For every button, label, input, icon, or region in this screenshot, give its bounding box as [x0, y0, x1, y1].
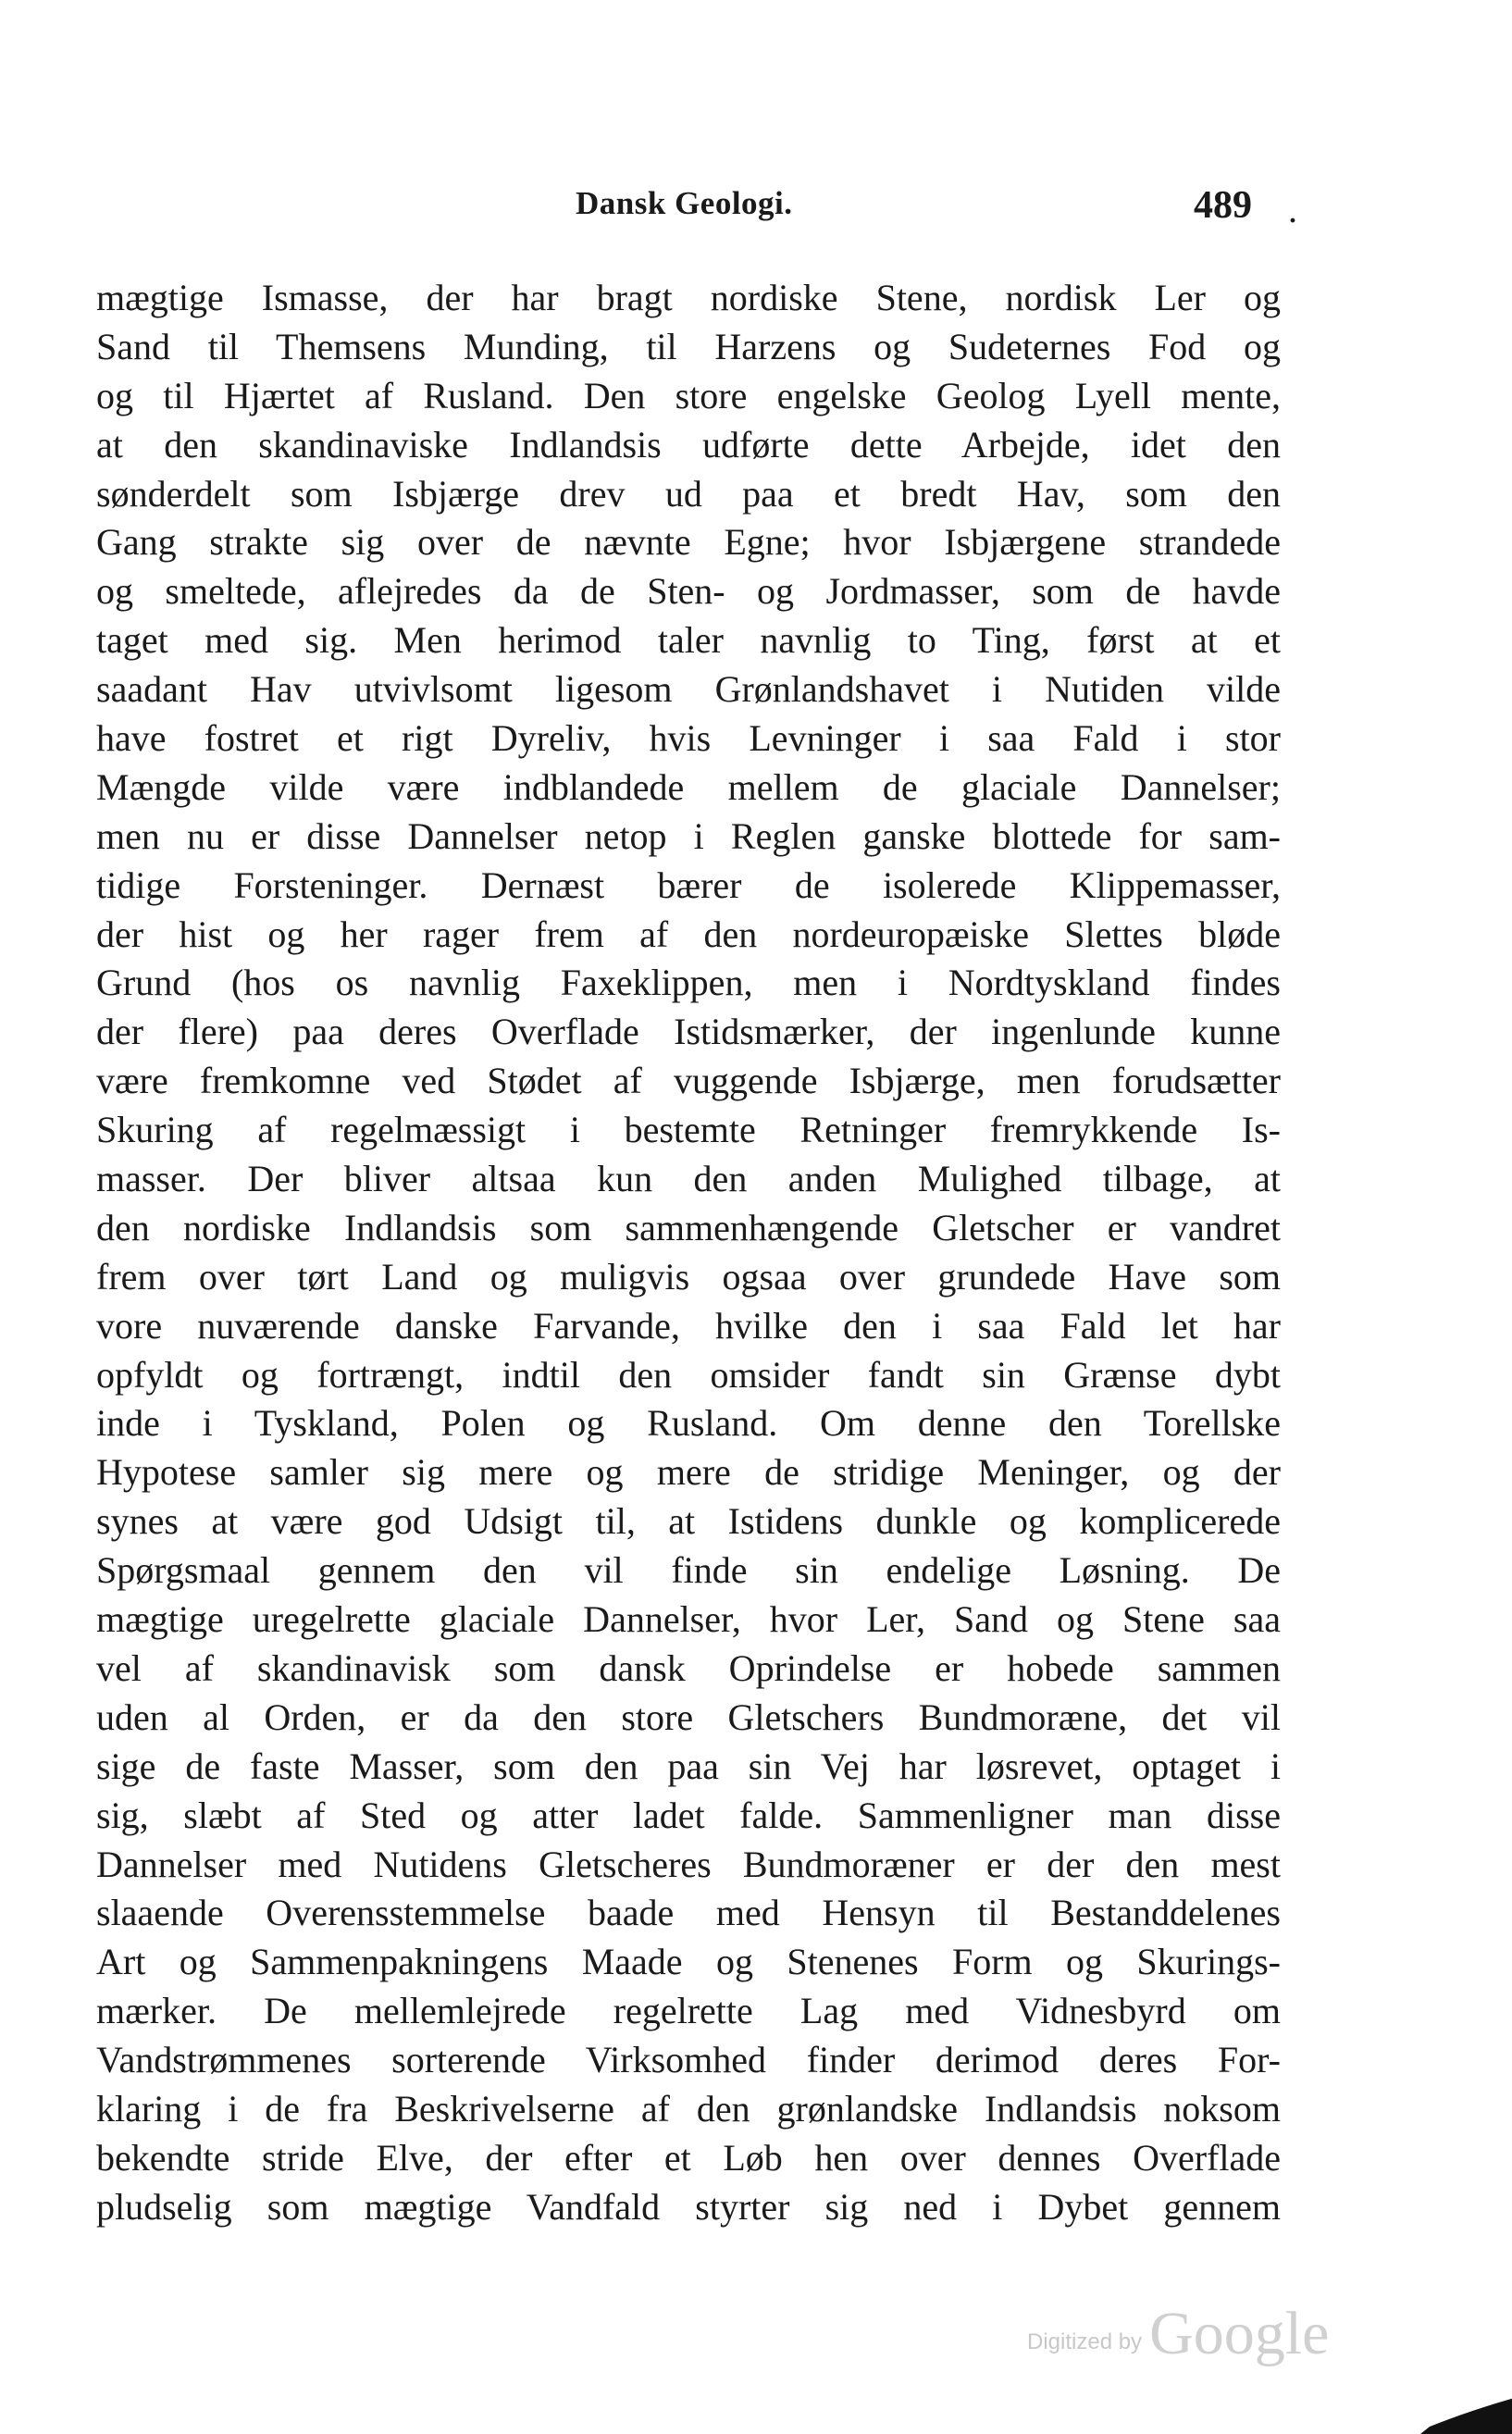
watermark-brand: Google [1149, 2300, 1330, 2367]
text-line: Gang strakte sig over de nævnte Egne; hvor Isbjærgene strandede [96, 521, 1281, 564]
text-line: Sand til Themsens Munding, til Harzens og Sudeternes Fod og [96, 325, 1281, 367]
text-line: masser. Der bliver altsaa kun den anden Mulighed tilbage, at [96, 1158, 1281, 1200]
page-number: 489 [1194, 184, 1252, 227]
text-line: Hypotese samler sig mere og mere de stridige Meninger, og der [96, 1451, 1281, 1494]
text-line: tidige Forsteninger. Dernæst bærer de isolerede Klippemasser, [96, 863, 1281, 906]
text-line: slaaende Overensstemmelse baade med Hensyn til Bestanddelenes [96, 1892, 1281, 1934]
text-line: synes at være god Udsigt til, at Istidens dunkle og komplicerede [96, 1500, 1281, 1543]
text-line: bekendte stride Elve, der efter et Løb hen over dennes Overflade [96, 2136, 1281, 2179]
text-line: Vandstrømmenes sorterende Virksomhed finder derimod deres For- [96, 2039, 1281, 2081]
text-line: den nordiske Indlandsis som sammenhængende Gletscher er vandret [96, 1206, 1281, 1248]
text-line: Dannelser med Nutidens Gletscheres Bundmoræner er der den mest [96, 1843, 1281, 1885]
text-line: uden al Orden, er da den store Gletschers Bundmoræne, det vil [96, 1695, 1281, 1738]
text-line: pludselig som mægtige Vandfald styrter sig ned i Dybet gennem [96, 2185, 1281, 2228]
text-line: der hist og her rager frem af den nordeuropæiske Slettes bløde [96, 913, 1281, 955]
running-head [0, 185, 1512, 241]
text-line: sige de faste Masser, som den paa sin Vej har løsrevet, optaget i [96, 1745, 1281, 1787]
text-line: frem over tørt Land og muligvis ogsaa over grundede Have som [96, 1255, 1281, 1298]
text-line: Grund (hos os navnlig Faxeklippen, men i Nordtyskland findes [96, 962, 1281, 1004]
text-line: vore nuværende danske Farvande, hvilke den i saa Fald let har [96, 1304, 1281, 1347]
text-line: inde i Tyskland, Polen og Rusland. Om denne den Torellske [96, 1402, 1281, 1445]
text-line: Skuring af regelmæssigt i bestemte Retninger fremrykkende Is- [96, 1109, 1281, 1151]
text-line: sønderdelt som Isbjærge drev ud paa et bredt Hav, som den [96, 472, 1281, 515]
running-title: Dansk Geologi. [576, 185, 793, 221]
text-line: mærker. De mellemlejrede regelrette Lag med Vidnesbyrd om [96, 1990, 1281, 2032]
text-line: mægtige uregelrette glaciale Dannelser, hvor Ler, Sand og Stene saa [96, 1598, 1281, 1641]
text-line: opfyldt og fortrængt, indtil den omsider fandt sin Grænse dybt [96, 1353, 1281, 1396]
text-line: mægtige Ismasse, der har bragt nordiske Stene, nordisk Ler og [96, 277, 1281, 318]
text-line: der flere) paa deres Overflade Istidsmærker, der ingenlunde kunne [96, 1011, 1281, 1053]
text-line: Art og Sammenpakningens Maade og Stenenes Form og Skurings- [96, 1941, 1281, 1983]
text-line: men nu er disse Dannelser netop i Reglen ganske blottede for sam- [96, 814, 1281, 857]
page-curl-mark [1420, 2369, 1512, 2434]
text-line: taget med sig. Men herimod taler navnlig to Ting, først at et [96, 619, 1281, 662]
watermark-prefix: Digitized by [1027, 2329, 1143, 2354]
text-line: og til Hjærtet af Rusland. Den store engelske Geolog Lyell mente, [96, 374, 1281, 416]
text-line: være fremkomne ved Stødet af vuggende Isbjærge, men forudsætter [96, 1060, 1281, 1102]
text-line: have fostret et rigt Dyreliv, hvis Levninger i saa Fald i stor [96, 717, 1281, 760]
text-line: Mængde vilde være indblandede mellem de glaciale Dannelser; [96, 765, 1281, 808]
text-line: Spørgsmaal gennem den vil finde sin endelige Løsning. De [96, 1549, 1281, 1592]
text-line: klaring i de fra Beskrivelserne af den grønlandske Indlandsis noksom [96, 2087, 1281, 2130]
text-line: vel af skandinavisk som dansk Oprindelse er hobede sammen [96, 1646, 1281, 1689]
text-line: og smeltede, aflejredes da de Sten- og Jordmasser, som de havde [96, 570, 1281, 613]
text-line: saadant Hav utvivlsomt ligesom Grønlandshavet i Nutiden vilde [96, 668, 1281, 711]
header-mark: · [1288, 205, 1298, 236]
digitized-watermark [1027, 2300, 1360, 2365]
body-text [96, 274, 1281, 2232]
text-line: sig, slæbt af Sted og atter ladet falde. Sammenligner man disse [96, 1794, 1281, 1836]
text-line: at den skandinaviske Indlandsis udførte dette Arbejde, idet den [96, 423, 1281, 466]
